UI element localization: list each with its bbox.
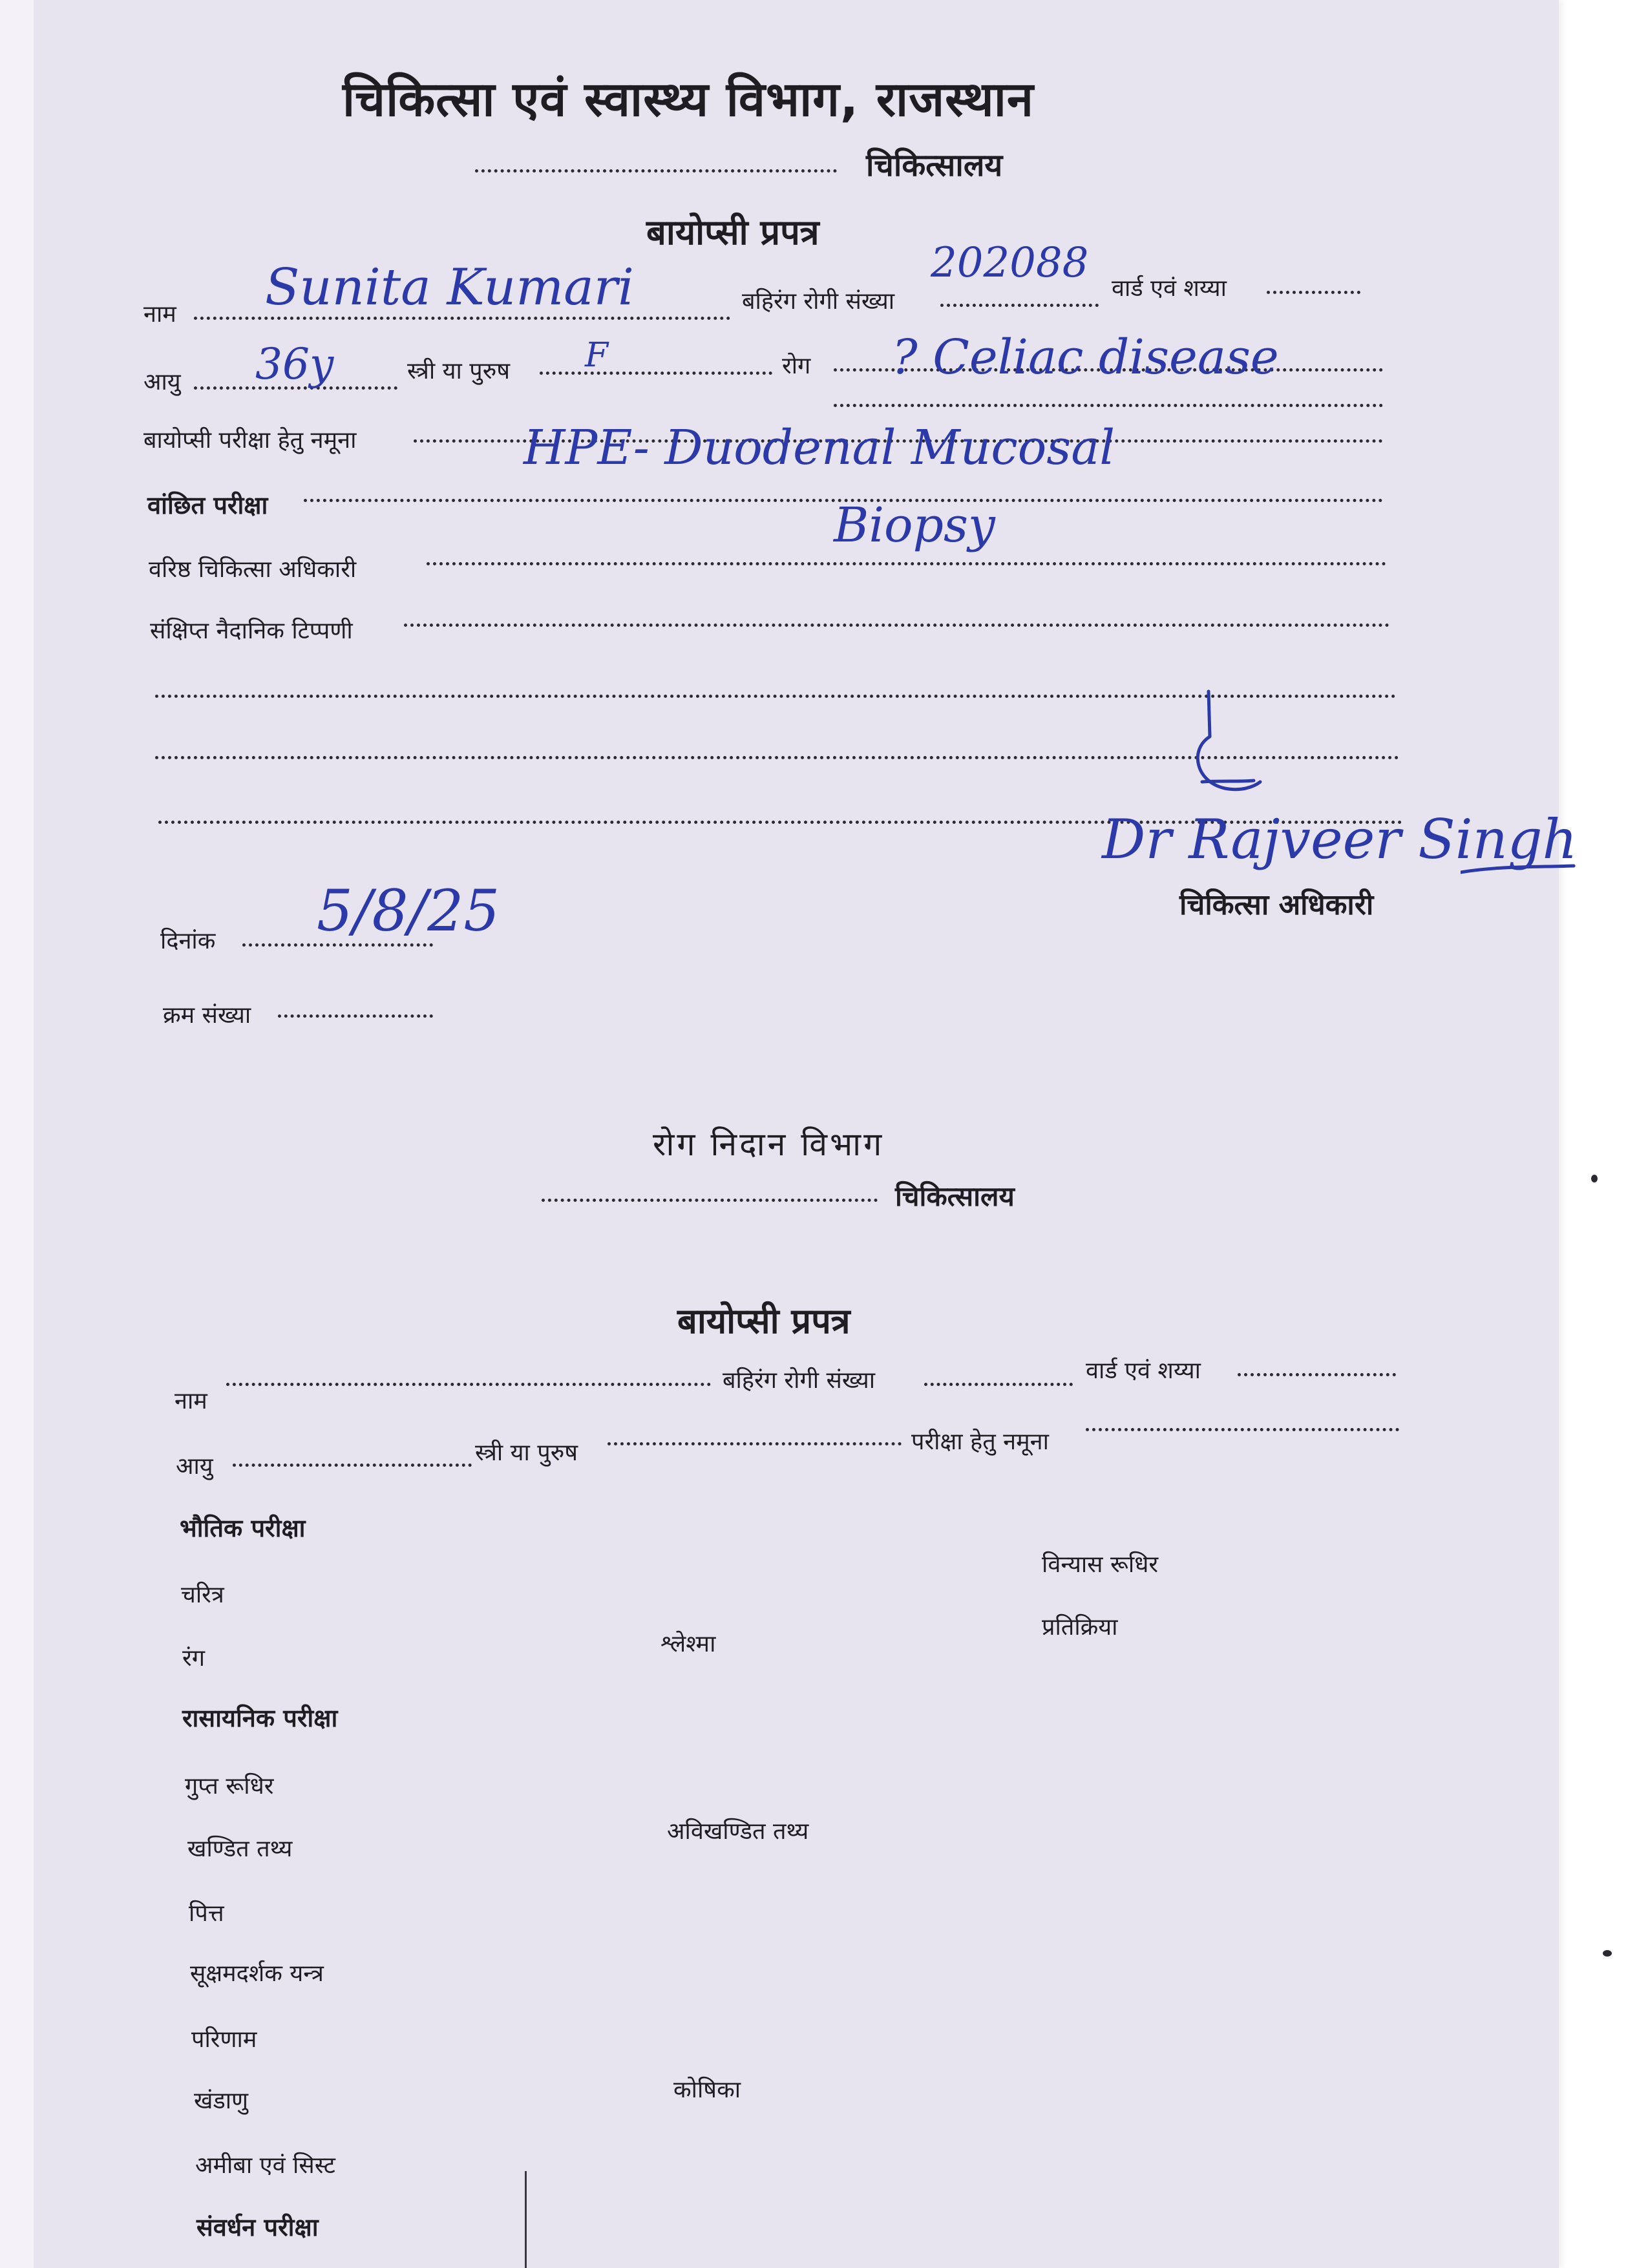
path-ward-label: वार्ड एवं शय्या: [1086, 1358, 1201, 1384]
result-label: परिणाम: [191, 2026, 257, 2053]
hospital-label: चिकित्सालय: [866, 147, 1003, 184]
path-sample-line: [1086, 1428, 1399, 1431]
pathology-hospital-label: चिकित्सालय: [895, 1181, 1015, 1212]
test-value-line2: Biopsy: [834, 498, 995, 553]
officer-label: चिकित्सा अधिकारी: [1179, 888, 1374, 921]
date-value: 5/8/25: [317, 877, 500, 944]
ward-label: वार्ड एवं शय्या: [1112, 275, 1227, 302]
cells-label: कोषिका: [673, 2077, 741, 2103]
opd-value: 202088: [931, 239, 1089, 287]
microscope-label: सूक्षमदर्शक यन्त्र: [190, 1960, 324, 1987]
hospital-name-line: [475, 169, 837, 173]
name-value: Sunita Kumari: [265, 258, 634, 317]
signature-initials: [1163, 685, 1267, 808]
chemical-exam-heading: रासायनिक परीक्षा: [182, 1704, 338, 1732]
opd-label: बहिरंग रोगी संख्या: [742, 288, 895, 315]
sex-line: [540, 372, 772, 375]
reaction-label: प्रतिक्रिया: [1042, 1614, 1118, 1641]
disease-line-2: [834, 404, 1383, 407]
undigested-matter-label: अविखण्डित तथ्य: [667, 1818, 809, 1845]
digested-matter-label: खण्डित तथ्य: [187, 1836, 293, 1862]
amoeba-cyst-label: अमीबा एवं सिस्ट: [195, 2152, 335, 2179]
name-line: [194, 317, 730, 320]
ova-label: खंडाणु: [194, 2088, 249, 2114]
age-label: आयु: [143, 369, 181, 395]
occult-blood-label: गुप्त रूधिर: [185, 1773, 274, 1800]
clinical-note-label: संक्षिप्त नैदानिक टिप्पणी: [150, 618, 353, 644]
test-label: वांछित परीक्षा: [147, 491, 268, 520]
age-value: 36y: [255, 339, 334, 389]
disease-label: रोग: [782, 353, 811, 379]
bile-label: पित्त: [189, 1900, 224, 1927]
scan-speck: [1591, 1175, 1598, 1182]
blood-arrangement-label: विन्यास रूधिर: [1042, 1551, 1159, 1578]
ward-line: [1267, 291, 1360, 294]
name-label: नाम: [143, 301, 176, 328]
sample-label: बायोप्सी परीक्षा हेतु नमूना: [143, 427, 357, 454]
opd-line: [940, 304, 1099, 307]
physical-exam-heading: भौतिक परीक्षा: [180, 1514, 306, 1542]
pathology-title: रोग निदान विभाग: [653, 1126, 885, 1163]
character-label: चरित्र: [181, 1582, 224, 1608]
pathology-form-title: बायोप्सी प्रपत्र: [677, 1301, 850, 1341]
mucus-label: श्लेश्मा: [660, 1631, 716, 1657]
disease-value: ? Celiac disease: [892, 330, 1279, 385]
path-opd-label: बहिरंग रोगी संख्या: [723, 1367, 876, 1394]
colour-label: रंग: [182, 1645, 205, 1672]
clinical-note-line: [404, 624, 1389, 627]
path-sex-line: [607, 1442, 902, 1445]
senior-officer-label: वरिष्ठ चिकित्सा अधिकारी: [149, 556, 357, 583]
sex-value: F: [585, 336, 609, 375]
senior-officer-line: [427, 562, 1386, 565]
path-name-line: [226, 1383, 711, 1386]
test-value-line1: HPE- Duodenal Mucosal: [523, 420, 1115, 476]
path-opd-line: [924, 1383, 1073, 1386]
signature-underline: [1461, 859, 1577, 879]
path-sex-label: स्त्री या पुरुष: [475, 1440, 578, 1466]
scan-line: [525, 2171, 527, 2268]
form-title: बायोप्सी प्रपत्र: [646, 212, 819, 253]
culture-exam-heading: संवर्धन परीक्षा: [196, 2213, 319, 2242]
scan-margin: [0, 0, 34, 2268]
serial-line: [278, 1014, 433, 1018]
path-sample-label: परीक्षा हेतु नमूना: [911, 1429, 1049, 1455]
path-age-line: [233, 1464, 472, 1467]
path-age-label: आयु: [176, 1453, 213, 1480]
path-name-label: नाम: [174, 1388, 207, 1414]
path-ward-line: [1238, 1373, 1396, 1376]
sex-label: स्त्री या पुरुष: [407, 358, 511, 384]
pathology-hospital-line: [542, 1199, 878, 1202]
date-label: दिनांक: [160, 928, 216, 954]
signature-text: Dr Rajveer Singh: [1102, 808, 1578, 871]
serial-label: क्रम संख्या: [163, 1002, 251, 1029]
scan-speck-2: [1603, 1950, 1612, 1957]
department-title: चिकित्सा एवं स्वास्थ्य विभाग, राजस्थान: [343, 72, 1034, 127]
